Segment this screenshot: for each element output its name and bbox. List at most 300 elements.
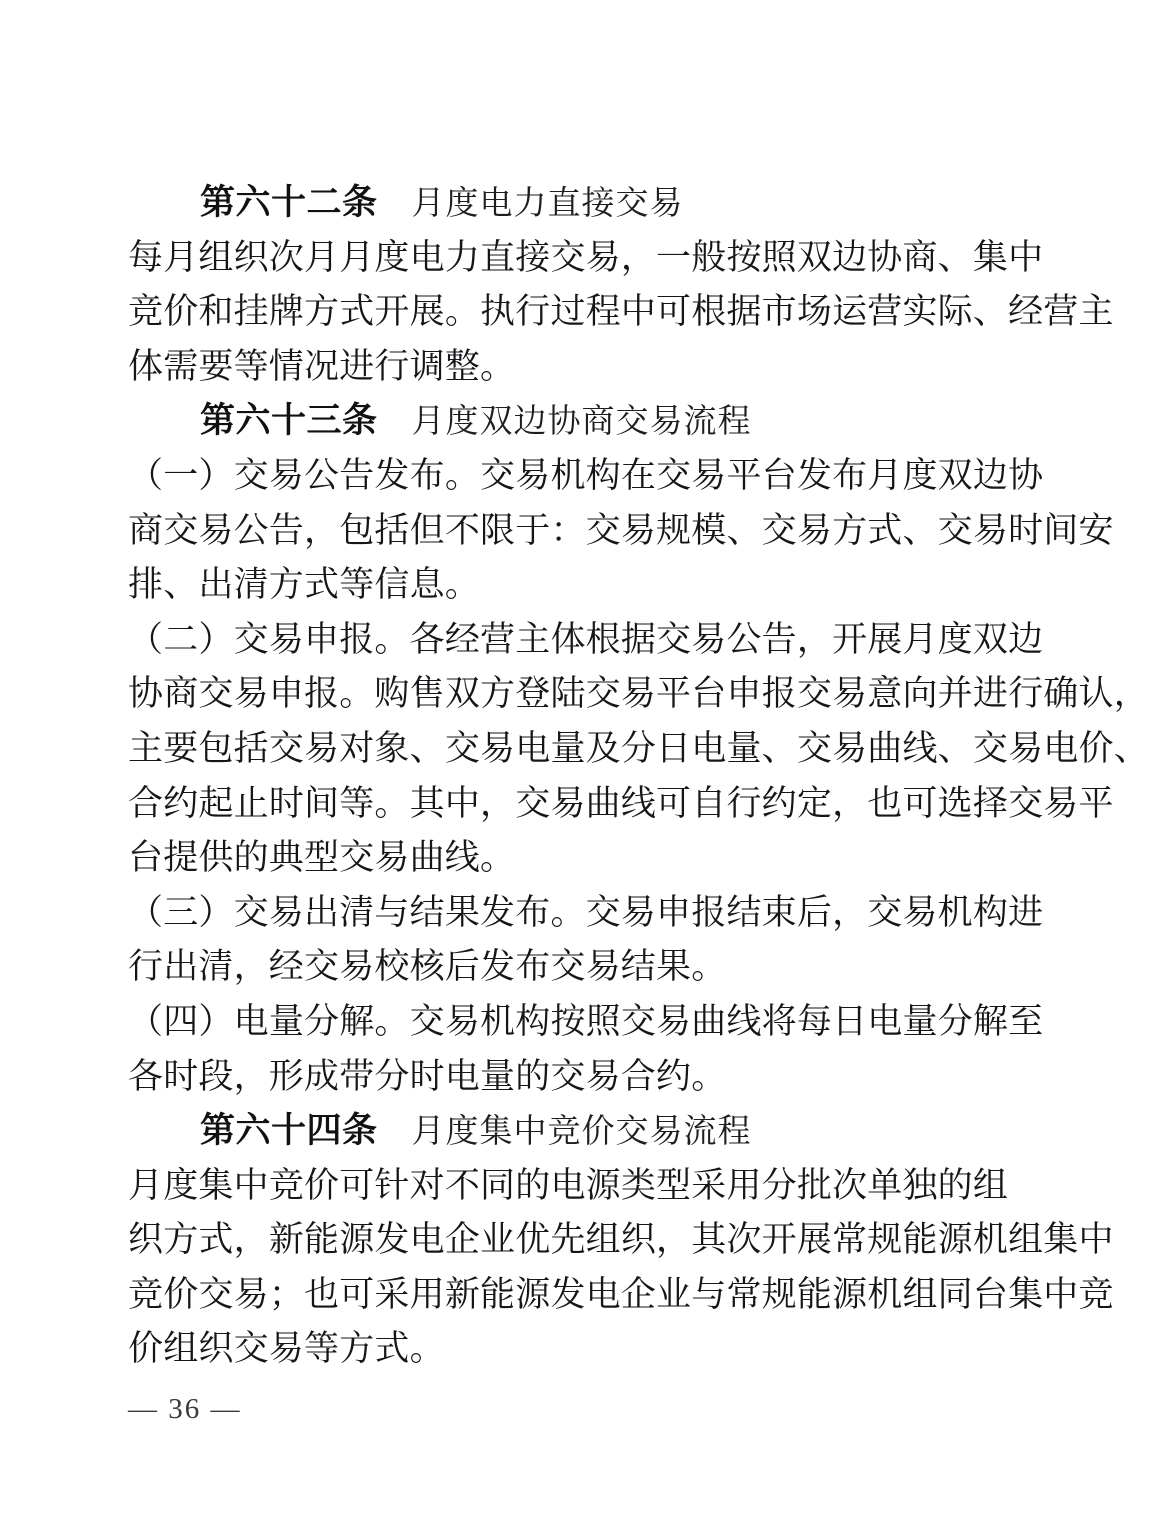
glyph: 独 <box>902 1165 938 1205</box>
glyph: 能 <box>480 1274 516 1314</box>
glyph: 交 <box>656 455 692 495</box>
glyph: 边 <box>1008 619 1044 659</box>
glyph: 组 <box>585 1220 621 1260</box>
glyph: 价 <box>163 1274 199 1314</box>
paragraph-line-text: 各时段，形成带分时电量的交易合约。 <box>128 1056 727 1096</box>
glyph: 能 <box>796 1274 833 1314</box>
glyph: 中 <box>1043 1274 1079 1314</box>
glyph: 同 <box>937 1274 973 1314</box>
glyph: 告 <box>339 455 375 495</box>
glyph: 电 <box>409 237 445 277</box>
glyph: 起 <box>198 783 234 823</box>
glyph: 市 <box>761 292 797 332</box>
glyph: 解 <box>972 1001 1009 1041</box>
glyph: 平 <box>726 455 762 495</box>
glyph: 组 <box>972 1165 1009 1205</box>
glyph: 约 <box>761 783 797 823</box>
glyph: 但 <box>409 510 445 550</box>
glyph: （ <box>128 892 164 932</box>
glyph: 可 <box>656 783 692 823</box>
glyph: 照 <box>585 1001 621 1041</box>
glyph: 能 <box>902 1220 938 1260</box>
glyph: 量 <box>726 728 762 768</box>
glyph: ， <box>1113 674 1149 714</box>
glyph: 电 <box>409 1220 445 1260</box>
glyph: 括 <box>374 510 410 550</box>
glyph: 行 <box>515 292 551 332</box>
glyph: 交 <box>585 510 621 550</box>
glyph: 平 <box>1078 783 1114 823</box>
glyph: 机 <box>937 892 973 932</box>
glyph: 易 <box>1008 728 1044 768</box>
glyph: 发 <box>480 892 516 932</box>
glyph: 申 <box>656 892 692 932</box>
paragraph-line <box>128 231 1044 286</box>
glyph: 根 <box>585 619 621 659</box>
glyph: 机 <box>480 1001 516 1041</box>
glyph: 申 <box>268 674 305 714</box>
glyph: 月 <box>867 455 903 495</box>
glyph: （ <box>128 455 164 495</box>
glyph: 自 <box>691 783 727 823</box>
glyph: 清 <box>339 892 375 932</box>
glyph: 方 <box>480 674 516 714</box>
glyph: 易 <box>902 892 938 932</box>
glyph: 向 <box>902 674 938 714</box>
glyph: 时 <box>1008 510 1044 550</box>
glyph: 中 <box>1008 237 1044 277</box>
glyph: ， <box>832 783 868 823</box>
glyph: 、 <box>1113 728 1149 768</box>
article-heading <box>128 1104 952 1159</box>
glyph: 月 <box>128 1165 164 1205</box>
glyph: 不 <box>444 1165 481 1205</box>
glyph: 开 <box>832 619 868 659</box>
glyph: 中 <box>620 292 657 332</box>
paragraph-line <box>128 1213 1114 1268</box>
glyph: （ <box>128 1001 164 1041</box>
glyph: 式 <box>867 510 903 550</box>
glyph: 要 <box>163 728 199 768</box>
glyph: 电 <box>691 728 727 768</box>
glyph: ， <box>304 510 340 550</box>
glyph: 电 <box>233 1001 269 1041</box>
glyph: 对 <box>409 1165 445 1205</box>
glyph: 告 <box>268 510 305 550</box>
glyph: 交 <box>656 619 692 659</box>
glyph: 及 <box>585 728 621 768</box>
glyph: 择 <box>972 783 1009 823</box>
glyph: 交 <box>233 455 269 495</box>
glyph: 易 <box>620 892 657 932</box>
paragraph-line <box>128 940 952 995</box>
document-text-column <box>128 176 1149 1377</box>
glyph: 主 <box>128 728 164 768</box>
glyph: 照 <box>761 237 797 277</box>
glyph: 交 <box>620 1001 657 1041</box>
glyph: 行 <box>1008 674 1044 714</box>
paragraph-line <box>128 995 1044 1050</box>
glyph: 三 <box>163 892 199 932</box>
glyph: 发 <box>374 455 410 495</box>
glyph: 电 <box>585 1274 621 1314</box>
paragraph-line-text: 体需要等情况进行调整。 <box>128 346 516 386</box>
glyph: 边 <box>832 237 868 277</box>
glyph: ） <box>198 619 234 659</box>
article-label: 第六十二条 <box>200 183 378 222</box>
glyph: 易 <box>304 728 340 768</box>
glyph: ， <box>480 783 516 823</box>
glyph: 公 <box>726 619 762 659</box>
glyph: 方 <box>304 292 340 332</box>
glyph: 交 <box>796 728 833 768</box>
glyph: 并 <box>937 674 973 714</box>
glyph: 间 <box>1043 510 1079 550</box>
glyph: 交 <box>515 783 551 823</box>
glyph: 集 <box>1043 1220 1079 1260</box>
glyph: 易 <box>585 237 621 277</box>
paragraph-line-text: 排、出清方式等信息。 <box>128 565 481 605</box>
glyph: 中 <box>1078 1220 1114 1260</box>
glyph: 新 <box>444 1274 481 1314</box>
glyph: 易 <box>198 510 234 550</box>
glyph: 组 <box>198 237 234 277</box>
glyph: 易 <box>233 674 269 714</box>
glyph: 台 <box>691 674 727 714</box>
glyph: 台 <box>972 1274 1009 1314</box>
glyph: 告 <box>761 619 797 659</box>
glyph: 牌 <box>268 292 305 332</box>
glyph: 源 <box>937 1220 973 1260</box>
glyph: 公 <box>233 510 269 550</box>
glyph: 交 <box>198 1274 234 1314</box>
glyph: 平 <box>656 674 692 714</box>
glyph: 易 <box>268 619 305 659</box>
glyph: 报 <box>761 674 797 714</box>
glyph: 规 <box>761 1274 797 1314</box>
glyph: ； <box>268 1274 305 1314</box>
glyph: 接 <box>515 237 551 277</box>
glyph: 集 <box>198 1165 234 1205</box>
glyph: 申 <box>726 674 762 714</box>
glyph: 常 <box>832 1220 868 1260</box>
glyph: 与 <box>374 892 410 932</box>
glyph: 包 <box>339 510 375 550</box>
glyph: 时 <box>268 783 305 823</box>
glyph: 次 <box>726 1220 762 1260</box>
glyph: 构 <box>585 455 621 495</box>
glyph: 量 <box>550 728 586 768</box>
glyph: 的 <box>515 1165 551 1205</box>
glyph: 规 <box>867 1220 903 1260</box>
glyph: 将 <box>761 1001 797 1041</box>
paragraph-line-text: 行出清，经交易校核后发布交易结果。 <box>128 947 727 987</box>
glyph: 、 <box>937 728 973 768</box>
glyph: 易 <box>620 674 657 714</box>
glyph: 、 <box>409 728 445 768</box>
glyph: 易 <box>268 455 305 495</box>
glyph: 安 <box>1078 510 1114 550</box>
glyph: 程 <box>585 292 621 332</box>
glyph: 发 <box>796 455 833 495</box>
glyph: 布 <box>832 455 868 495</box>
glyph: 机 <box>972 1220 1009 1260</box>
glyph: 结 <box>409 892 445 932</box>
glyph: 月 <box>902 619 938 659</box>
glyph: 中 <box>233 1165 269 1205</box>
glyph: 按 <box>550 1001 586 1041</box>
glyph: 定 <box>796 783 833 823</box>
glyph: ） <box>198 455 234 495</box>
glyph: 曲 <box>585 783 621 823</box>
glyph: 在 <box>620 455 657 495</box>
glyph: 同 <box>480 1165 516 1205</box>
glyph: 用 <box>726 1165 762 1205</box>
glyph: 交 <box>867 892 903 932</box>
glyph: 公 <box>304 455 340 495</box>
glyph: 月 <box>163 237 199 277</box>
glyph: 型 <box>656 1165 692 1205</box>
glyph: 价 <box>304 1165 340 1205</box>
glyph: 月 <box>304 237 340 277</box>
glyph: 企 <box>444 1220 481 1260</box>
glyph: 的 <box>937 1165 973 1205</box>
glyph: 。 <box>444 455 481 495</box>
paragraph-line <box>128 1322 952 1377</box>
glyph: 线 <box>620 783 657 823</box>
glyph: 据 <box>620 619 657 659</box>
glyph: 、 <box>761 728 797 768</box>
glyph: 电 <box>867 1001 903 1041</box>
glyph: 交 <box>480 455 516 495</box>
glyph: 交 <box>972 728 1009 768</box>
glyph: 度 <box>374 237 410 277</box>
glyph: 购 <box>374 674 410 714</box>
glyph: 量 <box>902 1001 938 1041</box>
glyph: 源 <box>832 1274 868 1314</box>
glyph: 间 <box>304 783 340 823</box>
glyph: 易 <box>550 783 586 823</box>
glyph: 运 <box>832 292 868 332</box>
glyph: 织 <box>620 1220 657 1260</box>
glyph: 售 <box>409 674 445 714</box>
glyph: 企 <box>620 1274 657 1314</box>
glyph: 于 <box>515 510 551 550</box>
glyph: 其 <box>691 1220 727 1260</box>
glyph: 用 <box>409 1274 445 1314</box>
glyph: 量 <box>268 1001 305 1041</box>
glyph: 电 <box>1043 728 1079 768</box>
glyph: 优 <box>515 1220 551 1260</box>
glyph: 发 <box>374 1220 410 1260</box>
glyph: 电 <box>550 1165 586 1205</box>
glyph: 双 <box>796 237 833 277</box>
glyph: ， <box>233 1220 269 1260</box>
glyph: 登 <box>515 674 551 714</box>
glyph: 源 <box>339 1220 375 1260</box>
glyph: ， <box>656 1220 692 1260</box>
glyph: 构 <box>972 892 1009 932</box>
paragraph-line <box>128 667 1149 722</box>
glyph: 般 <box>691 237 727 277</box>
glyph: 报 <box>339 619 375 659</box>
glyph: 实 <box>902 292 938 332</box>
glyph: 度 <box>937 619 973 659</box>
glyph: 交 <box>444 728 481 768</box>
glyph: 方 <box>163 1220 199 1260</box>
glyph: 单 <box>867 1165 903 1205</box>
glyph: 采 <box>374 1274 410 1314</box>
paragraph-line-text: 台提供的典型交易曲线。 <box>128 838 516 878</box>
glyph: 每 <box>796 1001 833 1041</box>
glyph: 报 <box>304 674 340 714</box>
glyph: 认 <box>1078 674 1114 714</box>
glyph: 进 <box>972 674 1009 714</box>
glyph: 价 <box>163 292 199 332</box>
article-label: 第六十四条 <box>200 1111 378 1151</box>
paragraph-line <box>128 886 1044 941</box>
glyph: 交 <box>585 892 621 932</box>
paragraph-line <box>128 613 1044 668</box>
glyph: 交 <box>1008 783 1044 823</box>
glyph: 。 <box>374 1001 410 1041</box>
glyph: 集 <box>972 237 1009 277</box>
glyph: 开 <box>761 1220 797 1260</box>
glyph: 场 <box>796 292 833 332</box>
glyph: 式 <box>339 292 375 332</box>
glyph: 织 <box>128 1220 164 1260</box>
glyph: 业 <box>480 1220 516 1260</box>
glyph: 可 <box>339 1165 375 1205</box>
article-label: 第六十三条 <box>200 401 378 441</box>
glyph: 根 <box>691 292 727 332</box>
glyph: 线 <box>902 728 938 768</box>
glyph: 机 <box>867 1274 903 1314</box>
glyph: 交 <box>268 728 305 768</box>
glyph: 规 <box>656 510 692 550</box>
article-title: 月度电力直接交易 <box>411 186 684 222</box>
glyph: 竞 <box>1078 1274 1114 1314</box>
glyph: 集 <box>1008 1274 1044 1314</box>
glyph: 。 <box>444 292 481 332</box>
glyph: 协 <box>1008 455 1044 495</box>
glyph: 展 <box>409 292 445 332</box>
glyph: 业 <box>656 1274 692 1314</box>
glyph: 曲 <box>867 728 903 768</box>
glyph: 源 <box>585 1165 621 1205</box>
paragraph-line <box>128 504 1114 559</box>
glyph: 式 <box>198 1220 234 1260</box>
glyph: 易 <box>656 1001 692 1041</box>
glyph: （ <box>128 619 164 659</box>
glyph: 易 <box>832 674 868 714</box>
glyph: 中 <box>444 783 481 823</box>
glyph: 采 <box>691 1165 727 1205</box>
glyph: 线 <box>726 1001 762 1041</box>
glyph: 双 <box>444 674 481 714</box>
glyph: 结 <box>726 892 762 932</box>
glyph: 每 <box>128 237 164 277</box>
glyph: 一 <box>163 455 199 495</box>
glyph: 竞 <box>128 1274 164 1314</box>
glyph: 协 <box>128 674 164 714</box>
glyph: 二 <box>163 619 199 659</box>
glyph: 模 <box>691 510 727 550</box>
glyph: 也 <box>304 1274 340 1314</box>
glyph: 次 <box>268 237 305 277</box>
glyph: 协 <box>867 237 903 277</box>
glyph: 对 <box>339 728 375 768</box>
glyph: 限 <box>480 510 516 550</box>
paragraph-line <box>128 777 1114 832</box>
glyph: 际 <box>937 292 973 332</box>
glyph: 竞 <box>268 1165 305 1205</box>
glyph: 按 <box>726 237 762 277</box>
glyph: 包 <box>198 728 234 768</box>
glyph: ， <box>796 619 833 659</box>
glyph: 布 <box>515 892 551 932</box>
glyph: 申 <box>304 619 340 659</box>
glyph: 双 <box>937 455 973 495</box>
glyph: 、 <box>902 510 938 550</box>
glyph: 易 <box>1043 783 1079 823</box>
glyph: 能 <box>304 1220 340 1260</box>
glyph: 行 <box>726 783 762 823</box>
glyph: 、 <box>937 237 973 277</box>
glyph: 、 <box>726 510 762 550</box>
glyph: 与 <box>691 1274 727 1314</box>
glyph: 交 <box>233 619 269 659</box>
glyph: 交 <box>198 674 234 714</box>
paragraph-line <box>128 1159 1009 1214</box>
glyph: 营 <box>480 619 516 659</box>
glyph: 确 <box>1043 674 1079 714</box>
glyph: ， <box>832 892 868 932</box>
glyph: 交 <box>761 510 797 550</box>
glyph: 据 <box>726 292 762 332</box>
glyph: 分 <box>937 1001 973 1041</box>
glyph: 展 <box>796 1220 833 1260</box>
glyph: 报 <box>691 892 727 932</box>
glyph: 交 <box>796 674 833 714</box>
glyph: 双 <box>972 619 1009 659</box>
article-title: 月度双边协商交易流程 <box>411 404 752 441</box>
glyph: 不 <box>444 510 481 550</box>
glyph: 方 <box>832 510 868 550</box>
glyph: 类 <box>620 1165 657 1205</box>
glyph: 挂 <box>233 292 269 332</box>
glyph: ， <box>620 237 657 277</box>
glyph: 分 <box>304 1001 340 1041</box>
paragraph-line <box>128 1268 1114 1323</box>
glyph: 括 <box>233 728 269 768</box>
glyph: 度 <box>163 1165 199 1205</box>
glyph: 常 <box>726 1274 762 1314</box>
glyph: 陆 <box>550 674 586 714</box>
glyph: 竞 <box>128 292 164 332</box>
glyph: 果 <box>444 892 481 932</box>
glyph: 易 <box>233 1274 269 1314</box>
glyph: ： <box>550 510 586 550</box>
glyph: 一 <box>656 237 692 277</box>
glyph: 经 <box>1008 292 1044 332</box>
glyph: 度 <box>902 455 938 495</box>
glyph: 执 <box>480 292 516 332</box>
glyph: 易 <box>515 455 551 495</box>
glyph: 。 <box>550 892 586 932</box>
glyph: 其 <box>409 783 445 823</box>
glyph: 边 <box>972 455 1009 495</box>
